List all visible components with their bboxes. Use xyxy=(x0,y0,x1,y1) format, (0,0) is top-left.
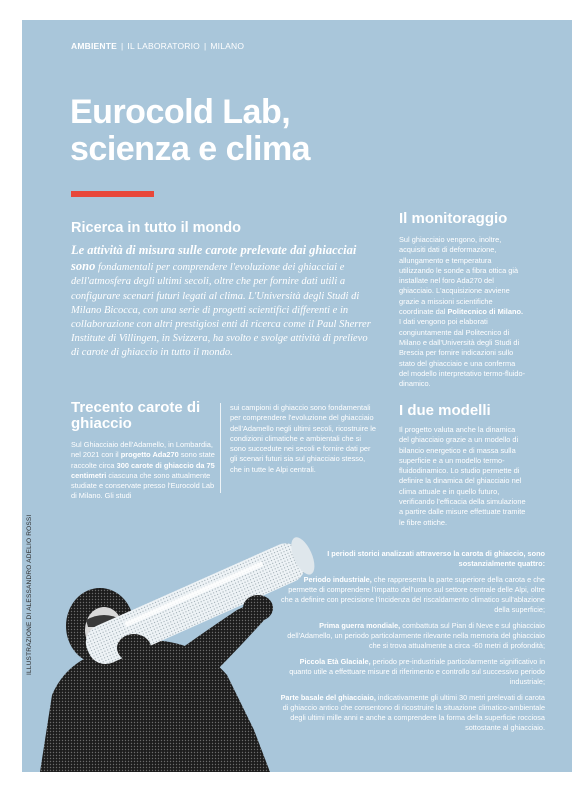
period-item xyxy=(280,693,545,733)
heading-ricerca: Ricerca in tutto il mondo xyxy=(71,220,241,236)
period-text: indicativamente gli ultimi 30 metri prelevati di carota di ghiaccio antico che consentono di ricostruire la situazione climatico-ambientale degli ultimi mille anni e anche a comprendere la forma della superficie rocciosa sottostante al ghiacciaio. xyxy=(282,693,545,732)
heading-trecento: Trecento carote di ghiaccio xyxy=(71,399,201,432)
period-name: Piccola Età Glaciale, xyxy=(299,657,371,666)
monitoraggio-paragraph xyxy=(399,235,527,389)
period-text: che rappresenta la parte superiore della carota e che permette di comprendere l'impatto dell'uomo sul settore centrale delle Alpi, oltre che a definire con precisione l'incidenza del riscaldamento climatico sull'ablazione della superficie; xyxy=(281,575,545,614)
heading-modelli: I due modelli xyxy=(399,402,491,419)
intro-paragraph xyxy=(71,243,371,361)
trecento-text: Sul Ghiacciaio dell'Adamello, in Lombardia, nel 2021 con il xyxy=(71,440,213,460)
monitoraggio-text: Sul ghiacciaio vengono, inoltre, acquisiti dati di deformazione, allungamento e temperatura utilizzando le sonde a fibra ottica già installate nel foro Ada270 del ghiacciaio. L'acquisizione avviene grazie a missioni scientifiche coordinate dal xyxy=(399,235,519,317)
period-name: Parte basale del ghiacciaio, xyxy=(280,693,376,702)
kicker-separator: | xyxy=(203,41,207,51)
politecnico-label: Politecnico di Milano. xyxy=(447,307,524,317)
monitoraggio-text: I dati vengono poi elaborati congiuntamente dal Politecnico di Milano e dall'Università degli Studi di Brescia per fornire indicazioni sullo stato del ghiacciaio e una conferma del modello interpretativo termo-fluido-dinamico. xyxy=(399,317,526,389)
period-name: Prima guerra mondiale, xyxy=(319,621,401,630)
city-label: MILANO xyxy=(210,41,245,51)
cores-count: 300 carote di ghiaccio da 75 centimetri xyxy=(71,460,215,480)
trecento-text: ciascuna che sono attualmente studiate e conservate presso l'Eurocold Lab di Milano. Gli studi xyxy=(71,470,215,501)
period-name: Periodo industriale, xyxy=(303,575,372,584)
period-item xyxy=(280,657,545,687)
kicker-separator: | xyxy=(121,41,124,51)
section-kicker xyxy=(71,41,244,51)
section-label: AMBIENTE xyxy=(71,41,117,51)
periods-intro xyxy=(280,549,545,569)
category-label: IL LABORATORIO xyxy=(127,41,200,51)
trecento-text: sono state raccolte circa xyxy=(71,450,215,470)
illustration-credit: ILLUSTRAZIONE DI ALESSANDRO ADELIO ROSSI xyxy=(26,514,33,675)
periods-box xyxy=(280,549,545,739)
period-text: combattuta sul Pian di Neve e sul ghiacciaio dell'Adamello, un periodo particolarmente rilevante nella memoria del ghiacciaio che si trova attualmente a circa -60 metri di profondità; xyxy=(287,621,545,650)
modelli-paragraph: Il progetto valuta anche la dinamica del ghiacciaio grazie a un modello di bilancio energetico e di massa sulla superficie e a un modello termo-fluidodinamico. Lo studio permette di definire la dinamica del ghiacciaio nel clima attuale e in quello futuro, verificando l'efficacia della simulazione a partire dalle misure effettuate tramite le fibre ottiche. xyxy=(399,425,526,527)
trecento-continuation: sui campioni di ghiaccio sono fondamentali per comprendere l'evoluzione del ghiacciaio dell'Adamello negli ultimi secoli, ricostruire le condizioni climatiche e ambientali che si sono succedute nei secoli e fornire dati per gli scenari futuri sia sul ghiacciaio stesso, che in tutte le Alpi centrali. xyxy=(230,403,376,474)
period-item xyxy=(280,575,545,615)
intro-body: fondamentali per comprendere l'evoluzione dei ghiacciai e dell'atmosfera degli ultimi secoli, oltre che per fornire dati utili a configurare scenari futuri legati al clima. L'Università degli Studi di Milano Bicocca, con una serie di progetti scientifici differenti e in collaborazione con altri prestigiosi enti di ricerca come il Paul Sherrer Institute di Villingen, in Svizzera, ha svolto e svolge attività di prelievo di carote di ghiaccio in tutto il mondo. xyxy=(71,262,371,359)
period-item xyxy=(280,621,545,651)
article-title: Eurocold Lab, scienza e clima xyxy=(70,93,311,168)
column-divider xyxy=(220,403,221,493)
project-name: progetto Ada270 xyxy=(120,450,179,460)
intro-lead: Le attività di misura sulle carote prelevate dai ghiacciai sono xyxy=(71,243,357,274)
heading-monitoraggio: Il monitoraggio xyxy=(399,210,508,227)
article-panel xyxy=(22,20,572,772)
periods-intro-text: I periodi storici analizzati attraverso la carota di ghiaccio, sono sostanzialmente quattro: xyxy=(327,549,545,568)
period-text: periodo pre-industriale particolarmente significativo in quanto utile a effettuare misure di riferimento e controllo sul successivo periodo industriale; xyxy=(289,657,545,686)
title-accent-bar xyxy=(71,191,154,197)
